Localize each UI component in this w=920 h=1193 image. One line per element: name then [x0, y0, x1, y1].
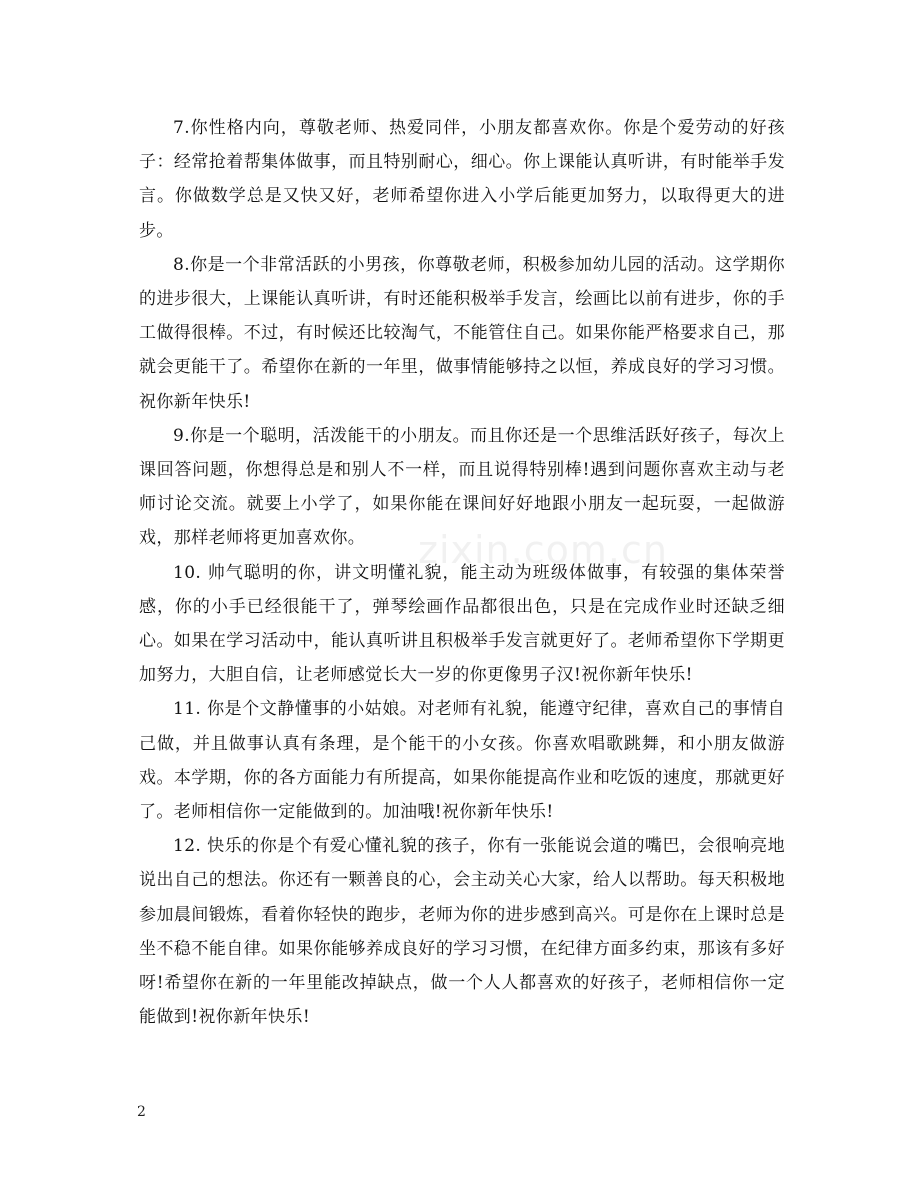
- comment-paragraph-11: 11. 你是个文静懂事的小姑娘。对老师有礼貌，能遵守纪律，喜欢自己的事情自己做，并且做事认真有条理，是个能干的小女孩。你喜欢唱歌跳舞，和小朋友做游戏。本学期，你的各方面能力有所提高，如果你能提高作业和吃饭的速度，那就更好了。老师相信你一定能做到的。加油哦!祝你新年快乐!: [139, 699, 785, 823]
- comment-paragraph-9: 9.你是一个聪明，活泼能干的小朋友。而且你还是一个思维活跃好孩子，每次上课回答问题，你想得总是和别人不一样，而且说得特别棒!遇到问题你喜欢主动与老师讨论交流。就要上小学了，如果你能在课间好好地跟小朋友一起玩耍，一起做游戏，那样老师将更加喜欢你。: [139, 425, 785, 549]
- comment-paragraph-7: 7.你性格内向，尊敬老师、热爱同伴，小朋友都喜欢你。你是个爱劳动的好孩子：经常抢着帮集体做事，而且特别耐心，细心。你上课能认真听讲，有时能举手发言。你做数学总是又快又好，老师希望你进入小学后能更加努力，以取得更大的进步。: [139, 118, 785, 241]
- page-number: 2: [137, 1104, 146, 1120]
- comment-paragraph-8: 8.你是一个非常活跃的小男孩，你尊敬老师，积极参加幼儿园的活动。这学期你的进步很大，上课能认真听讲，有时还能积极举手发言，绘画比以前有进步，你的手工做得很棒。不过，有时候还比较淘气，不能管住自己。如果你能严格要求自己，那就会更能干了。希望你在新的一年里，做事情能够持之以恒，养成良好的学习习惯。祝你新年快乐!: [139, 254, 785, 412]
- document-body: [139, 111, 785, 1034]
- comment-paragraph-12: 12. 快乐的你是个有爱心懂礼貌的孩子，你有一张能说会道的嘴巴，会很响亮地说出自己的想法。你还有一颗善良的心，会主动关心大家，给人以帮助。每天积极地参加晨间锻炼，看着你轻快的跑步，老师为你的进步感到高兴。可是你在上课时总是坐不稳不能自律。如果你能够养成良好的学习习惯，在纪律方面多约束，那该有多好呀!希望你在新的一年里能改掉缺点，做一个人人都喜欢的好孩子，老师相信你一定能做到!祝你新年快乐!: [139, 836, 785, 1028]
- watermark: zixin.com.cn: [418, 528, 668, 572]
- comment-paragraph-10: 10. 帅气聪明的你，讲文明懂礼貌，能主动为班级体做事，有较强的集体荣誉感，你的小手已经很能干了，弹琴绘画作品都很出色，只是在完成作业时还缺乏细心。如果在学习活动中，能认真听讲且积极举手发言就更好了。老师希望你下学期更加努力，大胆自信，让老师感觉长大一岁的你更像男子汉!祝你新年快乐!: [139, 562, 785, 686]
